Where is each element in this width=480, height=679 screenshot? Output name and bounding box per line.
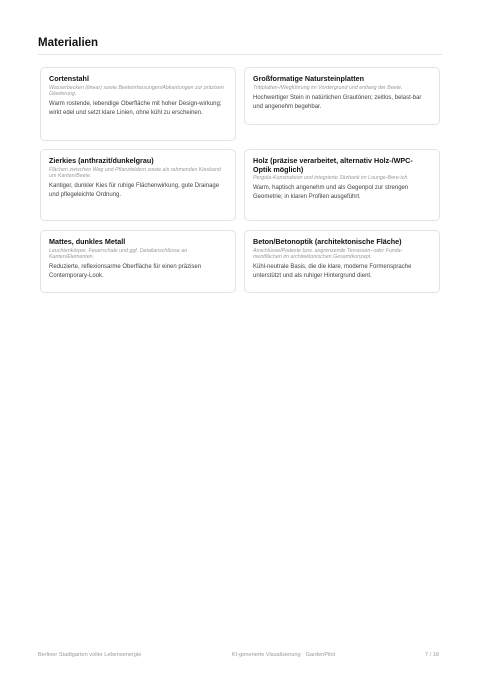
card-subtitle: Flächen zwischen Weg und Pflanzfeldern sowie als rahmendes Kiesband um Kanten/Beete. bbox=[49, 166, 221, 179]
card-subtitle: Anschlüsse/Podeste bzw. angrenzende Terrassen- oder Funda-mentflächen im architektonischen Gesamtkonzept. bbox=[253, 247, 403, 260]
material-card-beton bbox=[244, 230, 440, 293]
card-body: Warm rostende, lebendige Oberfläche mit hoher Design-wirkung; wirkt edel und setzt klare Linien, ohne kühl zu erscheinen. bbox=[49, 101, 222, 117]
card-body: Hochwertiger Stein in natürlichen Grautönen; zeitlos, belast-bar und angenehm begehbar. bbox=[253, 94, 422, 110]
card-body: Reduzierte, reflexionsarme Oberfläche für einen präzisen Contemporary-Look. bbox=[49, 264, 202, 280]
material-card-naturstein bbox=[244, 67, 440, 125]
material-card-holz bbox=[244, 149, 440, 221]
card-title: Mattes, dunkles Metall bbox=[49, 237, 126, 246]
card-body: Kantiger, dunkler Kies für ruhige Flächenwirkung, gute Drainage und pflegeleichte Ordnung. bbox=[49, 183, 220, 199]
footer-page-number: 7 / 18 bbox=[425, 652, 439, 658]
card-title: Großformatige Natursteinplatten bbox=[253, 74, 365, 83]
card-title: Cortenstahl bbox=[49, 74, 89, 83]
card-title: Beton/Betonoptik (architektonische Fläche) bbox=[253, 237, 402, 246]
material-card-metall bbox=[40, 230, 236, 293]
footer-credit: KI-generierte Visualisierung · GardenPilot bbox=[232, 652, 336, 658]
title-divider bbox=[38, 54, 442, 55]
page-title: Materialien bbox=[38, 37, 99, 49]
card-subtitle: Leuchtenkörper, Feuerschale und ggf. Detailanschlüsse an Kanten/Elementen. bbox=[49, 247, 188, 260]
card-subtitle: Trittplatten-/Wegführung im Vordergrund und entlang der Beete. bbox=[253, 84, 403, 91]
footer-project-title: Berliner Stadtgarten voller Lebensenergie bbox=[38, 652, 142, 658]
card-subtitle: Pergola-Konstruktion und integrierte Sitzbank im Lounge-Bere-ich. bbox=[253, 175, 409, 182]
card-body: Kühl-neutrale Basis, die die klare, moderne Formensprache unterstützt und als ruhiger Hintergrund dient. bbox=[253, 264, 412, 280]
card-title: Zierkies (anthrazit/dunkelgrau) bbox=[49, 156, 154, 165]
card-body: Warm, haptisch angenehm und als Gegenpol zur strengen Geometrie; in klaren Profilen ausgeführt. bbox=[253, 185, 409, 201]
card-title: Holz (präzise verarbeitet, alternativ Holz-/WPC-Optik möglich) bbox=[253, 156, 413, 174]
material-card-cortenstahl bbox=[40, 67, 236, 141]
card-subtitle: Wasserbecken (linear) sowie Beeteinfassungen/Abkantungen zur präzisen Gliederung. bbox=[49, 84, 224, 97]
material-card-zierkies bbox=[40, 149, 236, 221]
